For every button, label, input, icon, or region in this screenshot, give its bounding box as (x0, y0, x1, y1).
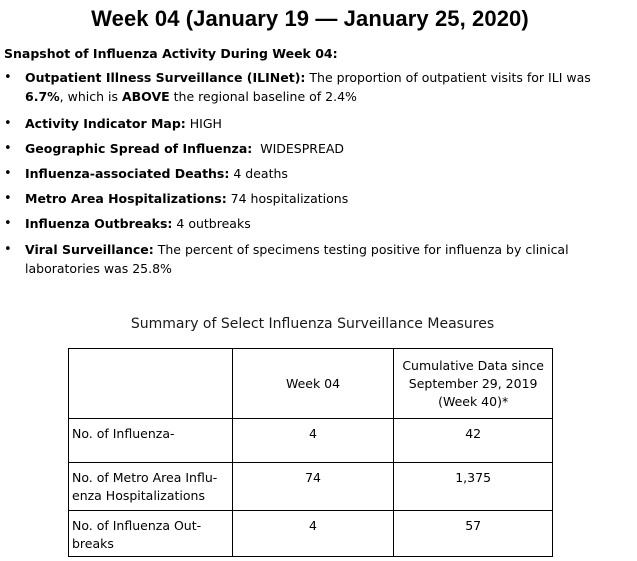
bullet-hospitalizations: • Metro Area Hospitalizations: 74 hospitalizations (25, 189, 625, 208)
bullet-ilinet: • Outpatient Illness Surveillance (ILINet): The proportion of outpatient visits for ILI was 6.7%, which is ABOVE the regional baseline of 2.4% (25, 68, 625, 106)
row-cumulative-value: 57 (394, 511, 553, 557)
bullet-geographic-spread: • Geographic Spread of Influenza: WIDESPREAD (25, 139, 625, 158)
page-title: Week 04 (January 19 — January 25, 2020) (91, 6, 529, 31)
row-label: No. of Metro Area Influenza Hospitalizations (69, 463, 233, 511)
row-label: No. of Influenza Outbreaks (69, 511, 233, 557)
table-row (69, 419, 553, 463)
header-cumulative: Cumulative Data since September 29, 2019 (Week 40)* (394, 349, 553, 419)
row-label: No. of Influenza- (69, 419, 233, 463)
row-week-value: 4 (232, 419, 394, 463)
baseline-flag: ABOVE (121, 89, 170, 104)
bullet-label: Geographic Spread of Influenza: (25, 141, 253, 156)
table-row (69, 463, 553, 511)
table-header-row (69, 349, 553, 419)
surveillance-summary-table (68, 348, 553, 557)
bullet-label: Activity Indicator Map: (25, 116, 186, 131)
ili-percent: 6.7% (25, 89, 60, 104)
bullet-deaths: • Influenza-associated Deaths: 4 deaths (25, 164, 625, 183)
bullet-viral-surveillance: • Viral Surveillance: The percent of specimens testing positive for influenza by clinical laboratories was 25.8% (25, 240, 625, 278)
header-week: Week 04 (232, 349, 394, 419)
header-cell-empty (69, 349, 233, 419)
bullet-label: Influenza-associated Deaths: (25, 166, 230, 181)
bullet-label: Influenza Outbreaks: (25, 216, 173, 231)
snapshot-heading: Snapshot of Influenza Activity During Week 04: (4, 46, 338, 61)
row-week-value: 4 (232, 511, 394, 557)
bullet-activity-indicator: • Activity Indicator Map: HIGH (25, 114, 625, 133)
bullet-label: Metro Area Hospitalizations: (25, 191, 227, 206)
bullet-outbreaks: • Influenza Outbreaks: 4 outbreaks (25, 214, 625, 233)
table-row (69, 511, 553, 557)
row-cumulative-value: 42 (394, 419, 553, 463)
bullet-label: Viral Surveillance: (25, 242, 154, 257)
row-week-value: 74 (232, 463, 394, 511)
table-caption: Summary of Select Influenza Surveillance Measures (130, 316, 495, 332)
row-cumulative-value: 1,375 (394, 463, 553, 511)
bullet-label: Outpatient Illness Surveillance (ILINet): (25, 70, 306, 85)
